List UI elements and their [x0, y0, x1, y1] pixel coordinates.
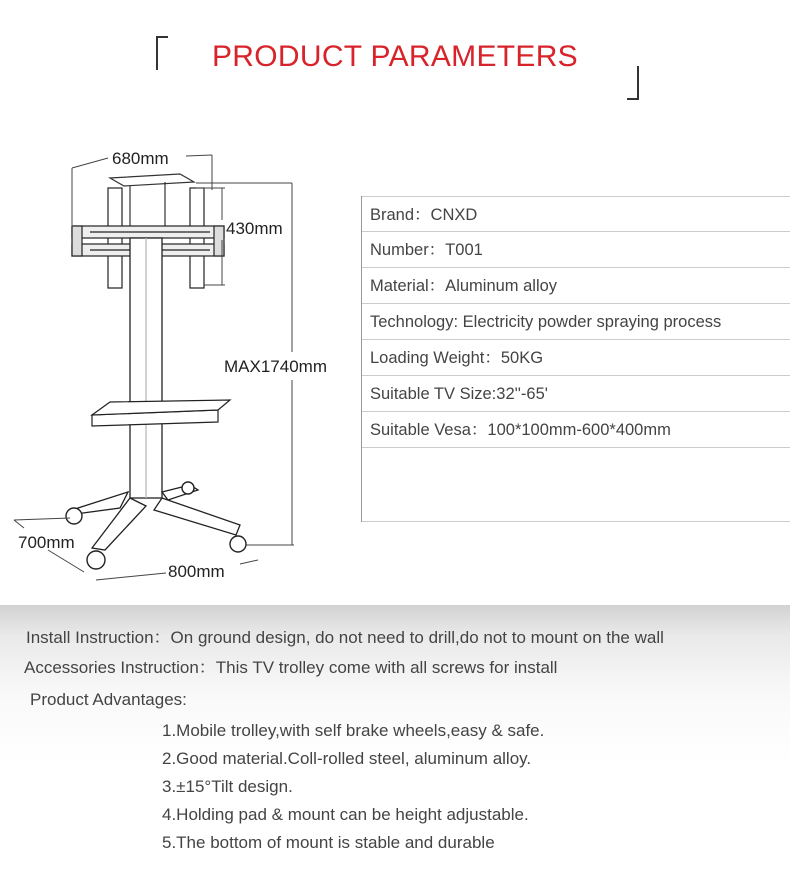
spec-row-number: Number：T001: [362, 232, 790, 268]
spec-row-brand: Brand：CNXD: [362, 196, 790, 232]
install-instruction: Install Instruction：On ground design, do not need to drill,do not to mount on the wall: [26, 628, 664, 647]
advantage-item: 2.Good material.Coll-rolled steel, aluminum alloy.: [162, 749, 532, 768]
advantage-item: 1.Mobile trolley,with self brake wheels,easy & safe.: [162, 721, 545, 740]
spec-row-technology: Technology: Electricity powder spraying process: [362, 304, 790, 340]
accessories-instruction: Accessories Instruction：This TV trolley come with all screws for install: [24, 658, 558, 677]
corner-bracket-bottom-right: [627, 66, 639, 100]
spec-row-tv-size: Suitable TV Size:32''-65': [362, 376, 790, 412]
advantage-item: 3.±15°Tilt design.: [162, 777, 293, 796]
base-width-label: 800mm: [168, 562, 225, 581]
support-column: [130, 238, 162, 498]
advantages-title: Product Advantages:: [30, 690, 187, 709]
mount-height-label: 430mm: [226, 219, 283, 238]
depth-label: 700mm: [18, 533, 75, 552]
instructions-section: [0, 605, 790, 885]
advantages-list: [162, 717, 544, 857]
product-diagram: [0, 130, 360, 600]
corner-bracket-top-left: [156, 36, 168, 70]
page-title: PRODUCT PARAMETERS: [211, 40, 578, 73]
spec-table: [361, 196, 790, 522]
advantage-item: 4.Holding pad & mount can be height adjustable.: [162, 805, 529, 824]
spec-row-vesa: Suitable Vesa：100*100mm-600*400mm: [362, 412, 790, 448]
max-height-label: MAX1740mm: [224, 357, 327, 376]
spec-row-empty: [362, 448, 790, 522]
middle-shelf: [92, 400, 230, 426]
spec-row-loading-weight: Loading Weight：50KG: [362, 340, 790, 376]
advantage-item: 5.The bottom of mount is stable and durable: [162, 833, 495, 852]
spec-row-material: Material：Aluminum alloy: [362, 268, 790, 304]
width-label: 680mm: [112, 149, 169, 168]
